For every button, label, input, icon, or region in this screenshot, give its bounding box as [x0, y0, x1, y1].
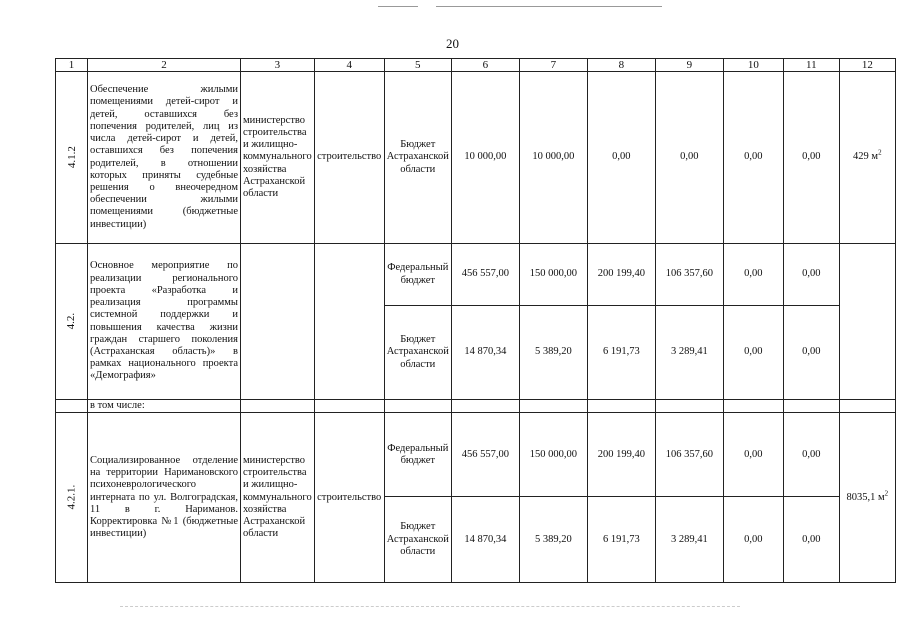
- empty-cell: [655, 400, 723, 413]
- header-cell: 2: [88, 59, 241, 72]
- header-cell: 9: [655, 59, 723, 72]
- header-cell: 11: [783, 59, 839, 72]
- header-cell: 12: [839, 59, 895, 72]
- row-number-cell: [56, 72, 88, 244]
- table-row-4-1-2: [56, 72, 896, 244]
- table-row-4-2-federal: [56, 244, 896, 306]
- value-cell: 0,00: [723, 497, 783, 583]
- empty-cell: [56, 400, 88, 413]
- value-cell: 6 191,73: [587, 306, 655, 400]
- value-cell: 0,00: [723, 413, 783, 497]
- row-number-cell: [56, 244, 88, 400]
- work-type: строительство: [314, 413, 384, 583]
- empty-cell: [839, 400, 895, 413]
- value-cell: 0,00: [783, 413, 839, 497]
- work-type: строительство: [314, 72, 384, 244]
- value-cell: 150 000,00: [519, 413, 587, 497]
- header-cell: 8: [587, 59, 655, 72]
- value-cell: 5 389,20: [519, 497, 587, 583]
- event-description: Основное мероприятие по реализации регионального проекта «Разработка и реализация программы системной поддержки и повышения качества жизни граждан старшего поколения (Астраханская область)» в рамках национального проекта «Демография»: [88, 244, 241, 400]
- empty-cell: [723, 400, 783, 413]
- bottom-scan-artifact: [120, 606, 740, 607]
- including-label: в том числе:: [88, 400, 241, 413]
- funding-source: Федеральный бюджет: [384, 244, 451, 306]
- value-cell: 5 389,20: [519, 306, 587, 400]
- page-number: 20: [446, 36, 459, 51]
- value-cell: 106 357,60: [655, 413, 723, 497]
- event-description: Социализированное отделение на территории Наримановского психоневрологического интерната по ул. Волгоградская, 11 в г. Нариманов. Корректировка №1 (бюджетные инвестиции): [88, 413, 241, 583]
- value-cell: 10 000,00: [451, 72, 519, 244]
- value-cell: 0,00: [655, 72, 723, 244]
- value-cell: 6 191,73: [587, 497, 655, 583]
- table-row-4-2-1-federal: [56, 413, 896, 497]
- empty-cell: [451, 400, 519, 413]
- empty-cell: [314, 400, 384, 413]
- row-number: 4.1.2: [65, 145, 78, 168]
- value-cell: 200 199,40: [587, 413, 655, 497]
- responsible-organization: министерство строительства и жилищно-коммунального хозяйства Астраханской области: [241, 413, 315, 583]
- capacity-value: 429 м: [853, 151, 879, 163]
- capacity-cell: [839, 413, 895, 583]
- responsible-organization: министерство строительства и жилищно-коммунального хозяйства Астраханской области: [241, 72, 315, 244]
- empty-cell: [241, 400, 315, 413]
- value-cell: 3 289,41: [655, 497, 723, 583]
- top-rule-left: [378, 6, 418, 7]
- value-cell: 10 000,00: [519, 72, 587, 244]
- funding-source: Бюджет Астраханской области: [384, 306, 451, 400]
- capacity-unit-exponent: 2: [884, 489, 889, 498]
- program-table: [55, 58, 896, 583]
- header-cell: 10: [723, 59, 783, 72]
- header-row: [56, 59, 896, 72]
- value-cell: 456 557,00: [451, 244, 519, 306]
- value-cell: 0,00: [587, 72, 655, 244]
- top-rule-right: [436, 6, 662, 7]
- header-cell: 1: [56, 59, 88, 72]
- empty-cell: [839, 244, 895, 400]
- header-cell: 5: [384, 59, 451, 72]
- funding-source: Бюджет Астраханской области: [384, 72, 451, 244]
- capacity-value: 8035,1 м: [846, 491, 885, 503]
- funding-source: Бюджет Астраханской области: [384, 497, 451, 583]
- capacity-unit-exponent: 2: [878, 148, 882, 157]
- table-row-including: [56, 400, 896, 413]
- value-cell: 0,00: [783, 244, 839, 306]
- value-cell: 14 870,34: [451, 497, 519, 583]
- row-number-cell: [56, 413, 88, 583]
- capacity-cell: [839, 72, 895, 244]
- value-cell: 106 357,60: [655, 244, 723, 306]
- empty-cell: [384, 400, 451, 413]
- funding-source: Федеральный бюджет: [384, 413, 451, 497]
- value-cell: 150 000,00: [519, 244, 587, 306]
- value-cell: 0,00: [723, 306, 783, 400]
- value-cell: 0,00: [723, 244, 783, 306]
- empty-cell: [783, 400, 839, 413]
- header-cell: 7: [519, 59, 587, 72]
- value-cell: 0,00: [783, 72, 839, 244]
- header-cell: 3: [241, 59, 315, 72]
- value-cell: 0,00: [783, 306, 839, 400]
- value-cell: 0,00: [723, 72, 783, 244]
- empty-cell: [587, 400, 655, 413]
- empty-cell: [241, 244, 315, 400]
- value-cell: 200 199,40: [587, 244, 655, 306]
- header-cell: 6: [451, 59, 519, 72]
- empty-cell: [519, 400, 587, 413]
- row-number: 4.2.1.: [65, 484, 78, 510]
- row-number: 4.2.: [65, 312, 78, 330]
- empty-cell: [314, 244, 384, 400]
- value-cell: 3 289,41: [655, 306, 723, 400]
- value-cell: 456 557,00: [451, 413, 519, 497]
- value-cell: 14 870,34: [451, 306, 519, 400]
- event-description: Обеспечение жилыми помещениями детей-сирот и детей, оставшихся без попечения родителей, лиц из числа детей-сирот и детей, оставшихся без попечения родителей, в отношении которых приняты судебные решения о внеочередном обеспечении жилыми помещениями (бюджетные инвестиции): [88, 72, 241, 244]
- value-cell: 0,00: [783, 497, 839, 583]
- header-cell: 4: [314, 59, 384, 72]
